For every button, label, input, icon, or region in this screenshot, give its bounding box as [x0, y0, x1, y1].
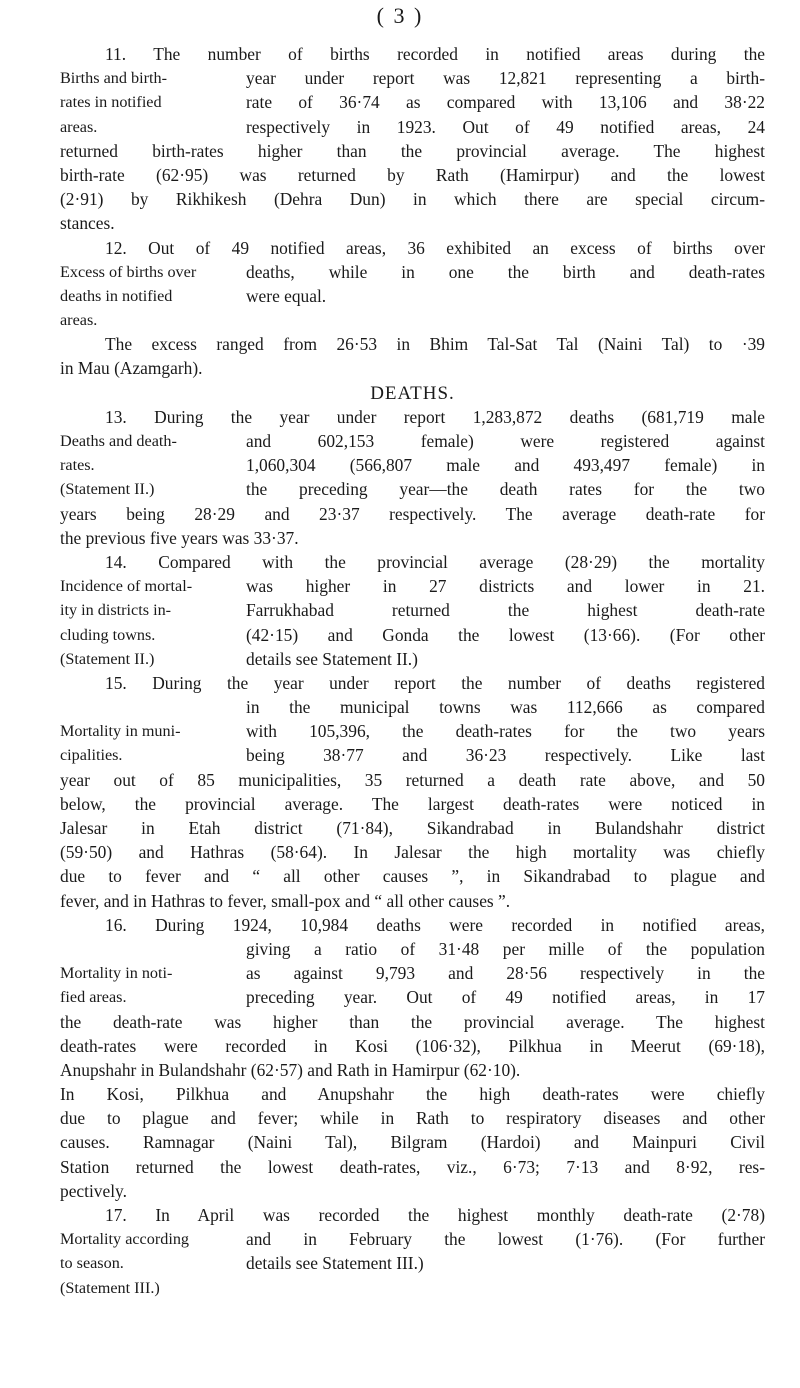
text-line: [60, 985, 765, 1009]
text-line: [60, 623, 765, 647]
margin-note: areas.: [60, 117, 98, 136]
text-line: [60, 477, 765, 501]
text-line: [60, 356, 765, 380]
text-line: [60, 671, 765, 695]
text-line: [60, 913, 765, 937]
text-line: [60, 526, 765, 550]
line-text: (2·91) by Rikhikesh (Dehra Dun) in which there are special circum-: [60, 189, 765, 210]
margin-note: cipalities.: [60, 746, 123, 765]
text-line: [60, 284, 765, 308]
text-line: [60, 647, 765, 671]
text-line: [60, 1179, 765, 1203]
line-text: was higher in 27 districts and lower in 21.: [246, 576, 765, 597]
text-line: [60, 139, 765, 163]
text-line: [60, 236, 765, 260]
text-line: [60, 743, 765, 767]
text-line: [60, 1227, 765, 1251]
text-line: [60, 90, 765, 114]
text-line: [60, 598, 765, 622]
text-line: [60, 1251, 765, 1275]
line-text: (59·50) and Hathras (58·64). In Jalesar the high mortality was chiefly: [60, 842, 765, 863]
line-text: rate of 36·74 as compared with 13,106 and 38·22: [246, 92, 765, 113]
text-line: [60, 792, 765, 816]
line-text: year under report was 12,821 representing a birth-: [246, 68, 765, 89]
text-line: [60, 768, 765, 792]
text-line: [60, 1106, 765, 1130]
line-text: and 602,153 female) were registered against: [246, 431, 765, 451]
margin-note: Mortality in noti-: [60, 964, 173, 983]
line-text: Station returned the lowest death-rates, viz., 6·73; 7·13 and 8·92, res-: [60, 1156, 765, 1177]
margin-note: to season.: [60, 1254, 124, 1273]
line-text: due to fever and “ all other causes ”, in Sikandrabad to plague and: [60, 866, 765, 887]
text-line: [60, 1203, 765, 1227]
text-line: [60, 937, 765, 961]
line-text: pectively.: [60, 1180, 127, 1201]
line-text: in the municipal towns was 112,666 as compared: [246, 697, 765, 718]
line-text: 12. Out of 49 notified areas, 36 exhibited an excess of births over: [105, 237, 765, 258]
line-text: the previous five years was 33·37.: [60, 527, 299, 548]
text-line: [60, 550, 765, 574]
text-line: [60, 1058, 765, 1082]
line-text: 16. During 1924, 10,984 deaths were recorded in notified areas,: [105, 914, 765, 935]
margin-note: Mortality according: [60, 1230, 190, 1249]
page-number: ( 3 ): [376, 3, 424, 28]
margin-note: (Statement II.): [60, 649, 155, 668]
line-text: giving a ratio of 31·48 per mille of the population: [246, 938, 765, 959]
line-text: Jalesar in Etah district (71·84), Sikandrabad in Bulandshahr district: [60, 818, 765, 838]
text-line: [60, 1082, 765, 1106]
line-text: 15. During the year under report the number of deaths registered: [105, 672, 765, 693]
line-text: being 38·77 and 36·23 respectively. Like last: [246, 745, 765, 766]
text-line: [60, 864, 765, 888]
text-line: [60, 889, 765, 913]
margin-note: ity in districts in-: [60, 601, 172, 620]
line-text: The excess ranged from 26·53 in Bhim Tal-Sat Tal (Naini Tal) to ·39: [105, 334, 765, 355]
text-line: [60, 1130, 765, 1154]
line-text: with 105,396, the death-rates for the two years: [246, 721, 765, 742]
line-text: the preceding year—the death rates for the two: [246, 479, 765, 500]
text-line: [60, 961, 765, 985]
line-text: due to plague and fever; while in Rath to respiratory diseases and other: [60, 1108, 765, 1129]
line-text: stances.: [60, 213, 115, 234]
line-text: details see Statement III.): [246, 1253, 424, 1274]
text-line: [60, 1034, 765, 1058]
line-text: details see Statement II.): [246, 648, 418, 669]
line-text: below, the provincial average. The largest death-rates were noticed in: [60, 793, 765, 814]
line-text: returned birth-rates higher than the provincial average. The highest: [60, 140, 765, 161]
line-text: in Mau (Azamgarh).: [60, 358, 203, 379]
document-body: [60, 42, 765, 1300]
margin-note: deaths in notified: [60, 286, 173, 305]
text-line: [60, 211, 765, 235]
text-line: [60, 308, 765, 332]
line-text: years being 28·29 and 23·37 respectively. The average death-rate for: [60, 503, 765, 524]
text-line: [60, 429, 765, 453]
margin-note: Incidence of mortal-: [60, 577, 193, 596]
deaths-heading: DEATHS.: [370, 382, 455, 404]
line-text: Anupshahr in Bulandshahr (62·57) and Rath in Hamirpur (62·10).: [60, 1059, 521, 1080]
line-text: 14. Compared with the provincial average (28·29) the mortality: [105, 551, 765, 572]
line-text: causes. Ramnagar (Naini Tal), Bilgram (Hardoi) and Mainpuri Civil: [60, 1132, 765, 1153]
section-heading-deaths: [60, 381, 765, 405]
margin-note: rates.: [60, 456, 95, 475]
text-line: [60, 719, 765, 743]
line-text: the death-rate was higher than the provincial average. The highest: [60, 1011, 765, 1032]
line-text: were equal.: [246, 285, 327, 306]
margin-note: Deaths and death-: [60, 432, 177, 450]
margin-note: (Statement III.): [60, 1278, 160, 1297]
line-text: as against 9,793 and 28·56 respectively in the: [246, 963, 765, 984]
line-text: deaths, while in one the birth and death-rates: [246, 261, 765, 282]
margin-note: (Statement II.): [60, 480, 155, 499]
margin-note: rates in notified: [60, 93, 162, 112]
text-line: [60, 1155, 765, 1179]
margin-note: Births and birth-: [60, 69, 168, 88]
line-text: and in February the lowest (1·76). (For further: [246, 1229, 765, 1250]
line-text: birth-rate (62·95) was returned by Rath (Hamirpur) and the lowest: [60, 164, 765, 185]
margin-note: areas.: [60, 311, 98, 330]
text-line: [60, 502, 765, 526]
text-line: [60, 163, 765, 187]
margin-note: Mortality in muni-: [60, 722, 181, 741]
line-text: 11. The number of births recorded in notified areas during the: [105, 44, 765, 64]
text-line: [60, 187, 765, 211]
text-line: [60, 1010, 765, 1034]
text-line: [60, 42, 765, 66]
text-line: [60, 840, 765, 864]
text-line: [60, 574, 765, 598]
line-text: preceding year. Out of 49 notified areas, in 17: [246, 987, 765, 1008]
line-text: 13. During the year under report 1,283,872 deaths (681,719 male: [105, 406, 765, 427]
line-text: In Kosi, Pilkhua and Anupshahr the high death-rates were chiefly: [60, 1084, 765, 1105]
line-text: 17. In April was recorded the highest monthly death-rate (2·78): [105, 1205, 765, 1225]
line-text: Farrukhabad returned the highest death-rate: [246, 600, 765, 621]
line-text: 1,060,304 (566,807 male and 493,497 female) in: [246, 455, 765, 476]
line-text: (42·15) and Gonda the lowest (13·66). (For other: [246, 624, 765, 645]
line-text: year out of 85 municipalities, 35 returned a death rate above, and 50: [60, 769, 765, 790]
margin-note: Excess of births over: [60, 262, 197, 281]
line-text: death-rates were recorded in Kosi (106·32), Pilkhua in Meerut (69·18),: [60, 1035, 765, 1056]
text-line: [60, 695, 765, 719]
margin-note: fied areas.: [60, 988, 127, 1007]
margin-note: cluding towns.: [60, 625, 156, 644]
text-line: [60, 405, 765, 429]
text-line: [60, 332, 765, 356]
text-line: [60, 816, 765, 840]
text-line: [60, 260, 765, 284]
text-line: [60, 453, 765, 477]
text-line: [60, 66, 765, 90]
line-text: fever, and in Hathras to fever, small-pox and “ all other causes ”.: [60, 890, 511, 911]
text-line: [60, 115, 765, 139]
text-line: [60, 1276, 765, 1300]
line-text: respectively in 1923. Out of 49 notified areas, 24: [246, 116, 765, 137]
